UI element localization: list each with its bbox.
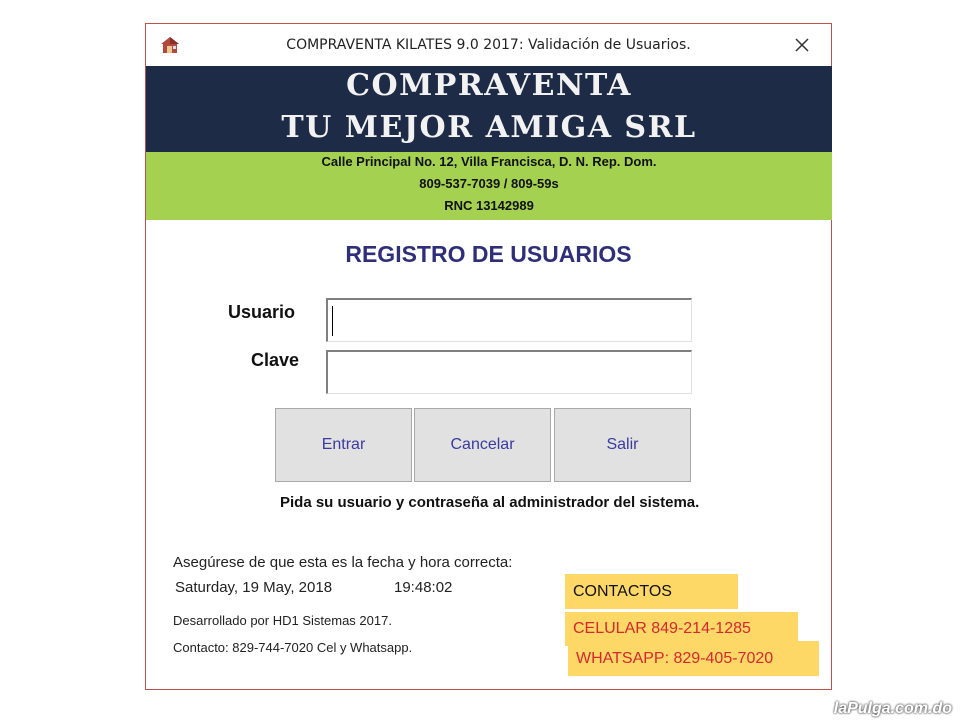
login-hint: Pida su usuario y contraseña al administrador del sistema. [280, 494, 700, 511]
developer-contact: Contacto: 829-744-7020 Cel y Whatsapp. [173, 640, 413, 655]
contacts-title: CONTACTOS [565, 574, 738, 609]
current-time: 19:48:02 [394, 579, 453, 596]
user-field-box [326, 298, 692, 342]
cancel-button[interactable]: Cancelar [414, 408, 551, 482]
password-input[interactable] [328, 352, 691, 393]
developer-credit: Desarrollado por HD1 Sistemas 2017. [173, 613, 392, 628]
exit-button[interactable]: Salir [554, 408, 691, 482]
datetime-label: Asegúrese de que esta es la fecha y hora correcta: [173, 554, 513, 571]
user-input[interactable] [328, 300, 691, 341]
company-banner [146, 66, 832, 152]
close-icon [791, 34, 813, 56]
company-name: COMPRAVENTA [346, 68, 632, 103]
company-info [146, 152, 832, 220]
close-button[interactable] [791, 34, 813, 56]
company-address: Calle Principal No. 12, Villa Francisca, D. N. Rep. Dom. [321, 154, 657, 169]
password-field-box [326, 350, 692, 394]
company-rnc: RNC 13142989 [444, 198, 534, 213]
text-cursor [332, 306, 333, 336]
enter-button[interactable]: Entrar [275, 408, 412, 482]
page-title: REGISTRO DE USUARIOS [345, 241, 632, 267]
contact-cell: CELULAR 849-214-1285 [565, 612, 798, 646]
company-slogan: TU MEJOR AMIGA SRL [281, 110, 697, 145]
watermark-logo: laPulga.com.do [833, 700, 952, 717]
window-title: COMPRAVENTA KILATES 9.0 2017: Validación de Usuarios. [286, 37, 691, 53]
user-label: Usuario [228, 302, 296, 322]
password-label: Clave [251, 350, 300, 370]
current-date: Saturday, 19 May, 2018 [175, 579, 333, 596]
company-phones: 809-537-7039 / 809-59s [419, 176, 559, 191]
title-bar[interactable] [146, 24, 831, 66]
contact-whatsapp: WHATSAPP: 829-405-7020 [568, 641, 819, 676]
